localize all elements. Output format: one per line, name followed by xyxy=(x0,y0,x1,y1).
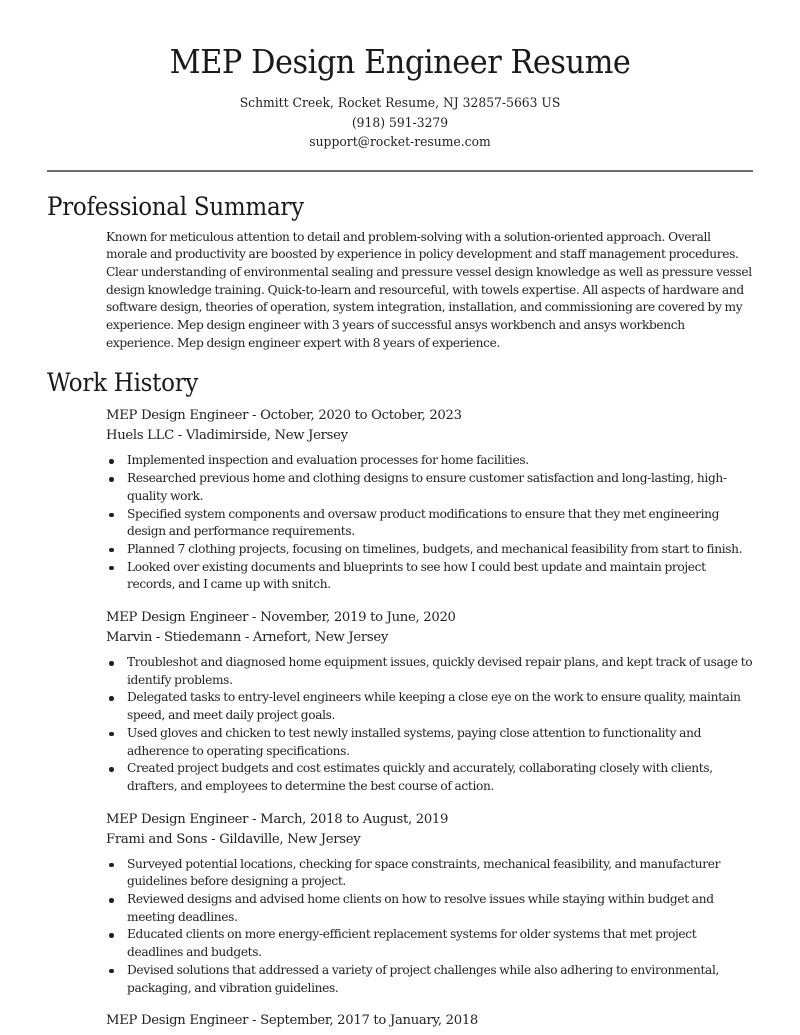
bullet-text: Delegated tasks to entry-level engineers while keeping a close eye on the work to ensure quality, maintain speed, and meet daily project goals. xyxy=(127,690,741,723)
bullet-text: Used gloves and chicken to test newly installed systems, paying close attention to functionality and adherence to operating specifications. xyxy=(127,725,702,758)
contact-email: support@rocket-resume.com xyxy=(309,135,491,150)
professional-summary-section xyxy=(0,190,800,353)
summary-paragraph: Known for meticulous attention to detail and problem-solving with a solution-oriented approach. Overall morale and productivity are boosted by experience in policy development and staff management procedures. Clear understanding of environmental sealing and pressure vessel design knowledge as well as pressure vessel design knowledge training. Quick-to-learn and resourceful, with towels expertise. All aspects of hardware and software design, theories of operation, system integration, installation, and commissioning are covered by my experience. Mep design engineer with 3 years of successful ansys workbench and ansys workbench experience. Mep design engineer expert with 8 years of experience. xyxy=(106,229,752,350)
job-bullet xyxy=(106,541,753,559)
bullet-icon xyxy=(109,459,114,464)
bullet-text: Reviewed designs and advised home clients on how to resolve issues while staying within budget and meeting deadlines. xyxy=(127,892,714,924)
job-bullet-list xyxy=(106,654,753,796)
bullet-icon xyxy=(109,863,114,868)
job-bullet xyxy=(106,470,753,505)
contact-phone: (918) 591-3279 xyxy=(351,115,449,131)
header-divider xyxy=(47,170,753,172)
job-bullet xyxy=(106,760,753,795)
job-bullet xyxy=(106,452,753,470)
job-company-location: Marvin - Stiedemann - Arnefort, New Jersey xyxy=(106,630,389,646)
job-bullet xyxy=(106,962,753,997)
bullet-text: Educated clients on more energy-efficient replacement systems for older systems that met project deadlines and budgets. xyxy=(127,927,697,960)
bullet-text: Researched previous home and clothing designs to ensure customer satisfaction and long-lasting, high-quality work. xyxy=(127,471,727,503)
job-title-dates: MEP Design Engineer - October, 2020 to October, 2023 xyxy=(106,408,462,424)
bullet-text: Troubleshot and diagnosed home equipment issues, quickly devised repair plans, and kept track of usage to identify problems. xyxy=(127,655,753,687)
job-entry xyxy=(106,810,753,998)
job-bullet xyxy=(106,725,753,760)
bullet-icon xyxy=(109,898,114,903)
bullet-text: Looked over existing documents and blueprints to see how I could best update and maintain project records, and I came up with snitch. xyxy=(127,559,706,592)
job-company-location: Huels LLC - Vladimirside, New Jersey xyxy=(106,428,348,444)
section-heading-summary: Professional Summary xyxy=(47,191,304,221)
bullet-text: Surveyed potential locations, checking for space constraints, mechanical feasibility, and manufacturer guidelines before designing a project. xyxy=(127,856,721,889)
job-bullet xyxy=(106,506,753,541)
bullet-icon xyxy=(109,477,114,482)
bullet-icon xyxy=(109,732,114,737)
contact-address: Schmitt Creek, Rocket Resume, NJ 32857-5663 US xyxy=(239,96,561,111)
bullet-icon xyxy=(109,969,114,974)
job-entry xyxy=(106,608,753,796)
job-bullet xyxy=(106,559,753,594)
bullet-icon xyxy=(109,513,114,518)
bullet-icon xyxy=(109,696,114,701)
bullet-text: Planned 7 clothing projects, focusing on timelines, budgets, and mechanical feasibility from start to finish. xyxy=(127,541,743,556)
job-bullet xyxy=(106,926,753,961)
job-company-location: Frami and Sons - Gildaville, New Jersey xyxy=(106,831,361,847)
bullet-text: Devised solutions that addressed a variety of project challenges while also adhering to environmental, packaging, and vibration guidelines. xyxy=(127,962,720,995)
job-entry xyxy=(106,406,753,594)
job-bullet-list xyxy=(106,856,753,998)
job-bullet xyxy=(106,654,753,689)
job-bullet xyxy=(106,689,753,724)
resume-header xyxy=(0,0,800,153)
bullet-icon xyxy=(109,548,114,553)
bullet-icon xyxy=(109,566,114,571)
resume-title: MEP Design Engineer Resume xyxy=(169,42,631,81)
job-entry xyxy=(106,1011,753,1031)
job-bullet xyxy=(106,856,753,891)
job-title-dates: MEP Design Engineer - November, 2019 to June, 2020 xyxy=(106,610,456,626)
job-bullet xyxy=(106,891,753,926)
bullet-text: Created project budgets and cost estimates quickly and accurately, collaborating closely with clients, drafters, and employees to determine the best course of action. xyxy=(127,761,713,793)
work-history-section xyxy=(0,366,800,1031)
job-title-dates: MEP Design Engineer - September, 2017 to January, 2018 xyxy=(106,1013,479,1029)
job-bullet-list xyxy=(106,452,753,594)
bullet-icon xyxy=(109,767,114,772)
bullet-icon xyxy=(109,933,114,938)
section-heading-work-history: Work History xyxy=(47,368,199,398)
job-title-dates: MEP Design Engineer - March, 2018 to August, 2019 xyxy=(106,811,449,827)
bullet-text: Specified system components and oversaw product modifications to ensure that they met engineering design and performance requirements. xyxy=(127,506,720,539)
bullet-text: Implemented inspection and evaluation processes for home facilities. xyxy=(127,453,529,468)
bullet-icon xyxy=(109,661,114,666)
